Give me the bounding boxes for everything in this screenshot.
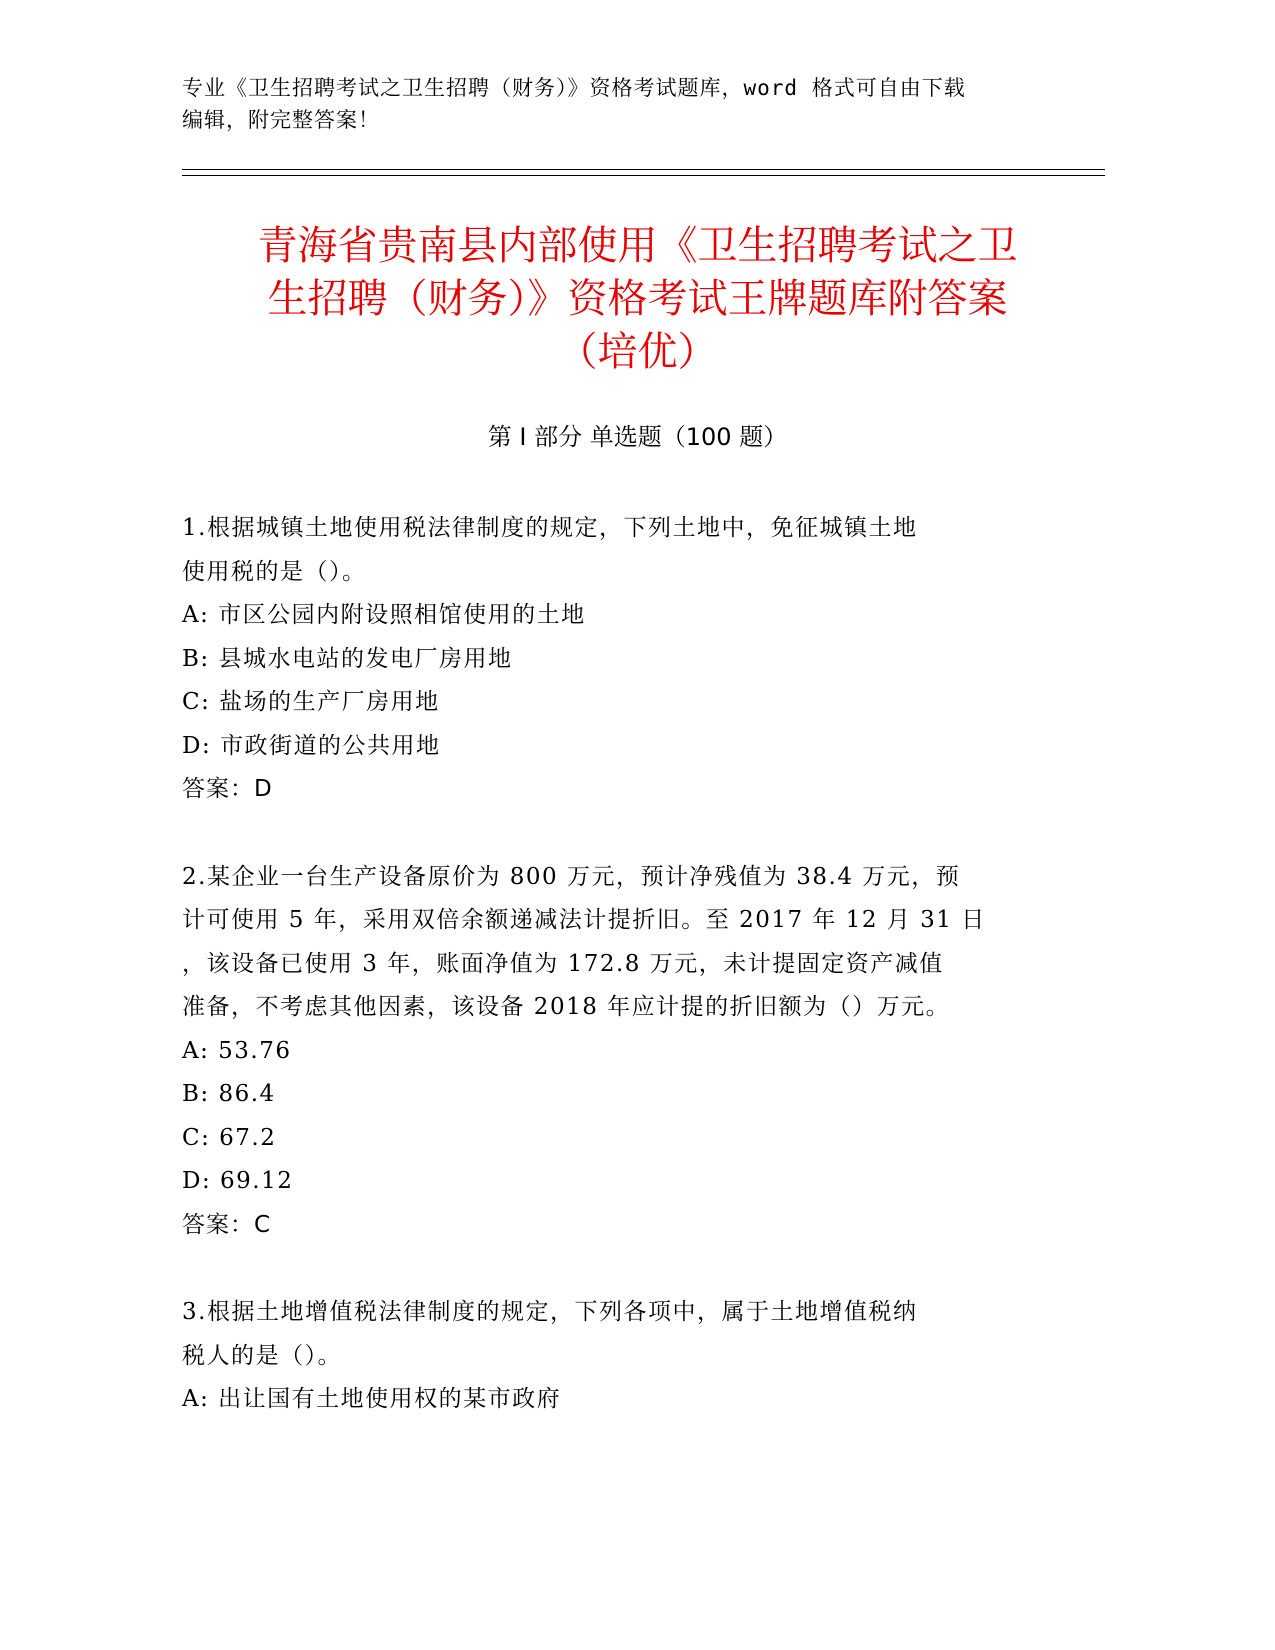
option-d: D: 69.12 — [182, 1168, 294, 1194]
answer-line: 答案：C — [182, 1211, 272, 1238]
document-title-line-1: 青海省贵南县内部使用《卫生招聘考试之卫 — [257, 223, 1018, 269]
question-2 — [182, 856, 1062, 1248]
question-stem-line: 2.某企业一台生产设备原价为 800 万元，预计净残值为 38.4 万元，预 — [182, 863, 961, 890]
question-list — [182, 507, 1062, 1466]
header-note-line-1: 专业《卫生招聘考试之卫生招聘（财务）》资格考试题库，word 格式可自由下载 — [182, 76, 966, 100]
option-c: C: 67.2 — [182, 1124, 277, 1151]
question-1 — [182, 507, 1062, 812]
header-divider-top — [182, 169, 1105, 170]
question-stem-line: 1.根据城镇土地使用税法律制度的规定，下列土地中，免征城镇土地 — [182, 515, 918, 541]
question-3 — [182, 1291, 1062, 1422]
option-d: D: 市政街道的公共用地 — [182, 732, 441, 759]
header-note — [182, 72, 1062, 136]
question-stem-line: 3.根据土地增值税法律制度的规定，下列各项中，属于土地增值税纳 — [182, 1299, 918, 1325]
document-title — [150, 220, 1125, 379]
header-divider-bottom — [182, 175, 1105, 176]
option-a: A: 出让国有土地使用权的某市政府 — [182, 1386, 562, 1412]
option-b: B: 86.4 — [182, 1081, 276, 1107]
option-b: B: 县城水电站的发电厂房用地 — [182, 645, 513, 672]
option-a: A: 53.76 — [182, 1037, 292, 1064]
question-stem-line: ，该设备已使用 3 年，账面净值为 172.8 万元，未计提固定资产减值 — [182, 950, 944, 977]
question-stem-line: 税人的是（）。 — [182, 1342, 342, 1369]
option-c: C: 盐场的生产厂房用地 — [182, 689, 440, 715]
question-stem-line: 使用税的是（）。 — [182, 558, 367, 585]
option-a: A: 市区公园内附设照相馆使用的土地 — [182, 602, 586, 628]
document-title-line-3: （培优） — [557, 329, 718, 375]
document-title-line-2: 生招聘（财务）》资格考试王牌题库附答案 — [267, 276, 1008, 322]
header-note-line-2: 编辑，附完整答案！ — [182, 108, 380, 132]
question-stem-line: 准备，不考虑其他因素，该设备 2018 年应计提的折旧额为（）万元。 — [182, 994, 951, 1020]
answer-line: 答案：D — [182, 776, 273, 802]
section-heading: 第 I 部分 单选题（100 题） — [487, 423, 788, 451]
question-stem-line: 计可使用 5 年，采用双倍余额递减法计提折旧。至 2017 年 12 月 31 日 — [182, 907, 986, 933]
